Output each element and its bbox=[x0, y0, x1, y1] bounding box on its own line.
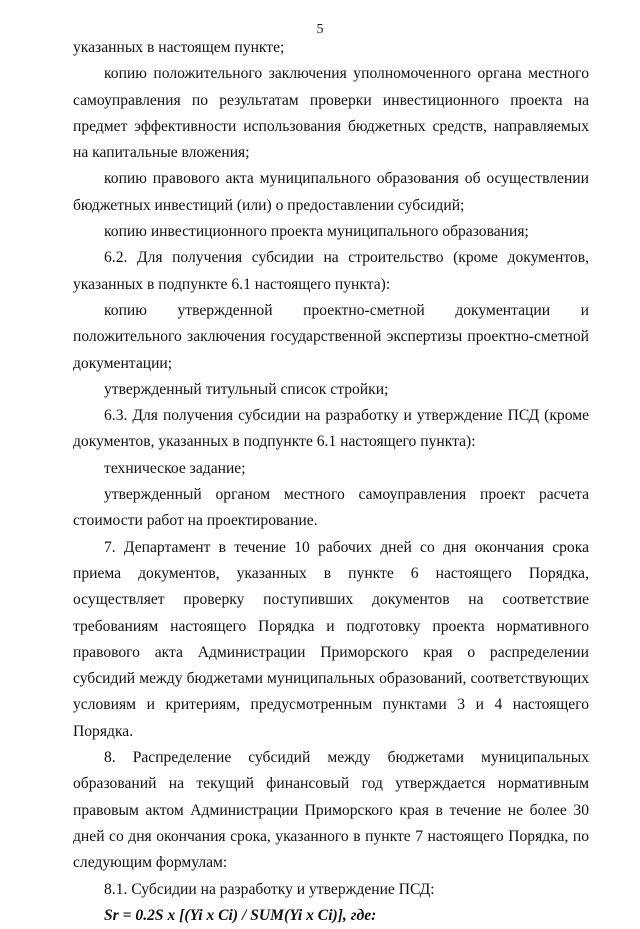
paragraph-legal-act-copy: копию правового акта муниципального образования об осуществлении бюджетных инвестиций (или) о предоставлении субсидий; bbox=[73, 170, 589, 214]
paragraph-continuation: указанных в настоящем пункте; bbox=[73, 39, 285, 56]
paragraph-cost-calculation: утвержденный органом местного самоуправления проект расчета стоимости работ на проектирование. bbox=[73, 486, 589, 530]
paragraph-positive-conclusion-copy: копию положительного заключения уполномоченного органа местного самоуправления по результатам проверки инвестиционного проекта на предмет эффективности использования бюджетных средств, направляемых на капитальные вложения; bbox=[73, 65, 589, 162]
formula-line: Sr = 0.2S x [(Yi x Ci) / SUM(Yi x Ci)], где: bbox=[104, 906, 377, 924]
paragraph-technical-task: техническое задание; bbox=[104, 459, 246, 477]
paragraph-investment-project-copy: копию инвестиционного проекта муниципального образования; bbox=[104, 223, 529, 241]
paragraph-7: 7. Департамент в течение 10 рабочих дней со дня окончания срока приема документов, указанных в пункте 6 настоящего Порядка, осуществляет проверку поступивших документов на соответствие требованиям настоящего Порядка и подготовку проекта нормативного правового акта Администрации Приморского края о распределении субсидий между бюджетами муниципальных образований, соответствующих условиям и критериям, предусмотренным пунктами 3 и 4 настоящего Порядка. bbox=[73, 538, 589, 740]
paragraph-6-2: 6.2. Для получения субсидии на строительство (кроме документов, указанных в подпункте 6.1 настоящего пункта): bbox=[73, 249, 589, 293]
page-number: 5 bbox=[316, 22, 324, 37]
paragraph-6-3: 6.3. Для получения субсидии на разработку и утверждение ПСД (кроме документов, указанных в подпункте 6.1 настоящего пункта): bbox=[73, 407, 589, 451]
paragraph-8-1: 8.1. Субсидии на разработку и утверждение ПСД: bbox=[104, 880, 435, 898]
document-body bbox=[73, 35, 589, 929]
paragraph-design-documentation-copy: копию утвержденной проектно-сметной документации и положительного заключения государственной экспертизы проектно-сметной документации; bbox=[73, 301, 589, 372]
paragraph-title-list: утвержденный титульный список стройки; bbox=[104, 380, 389, 398]
paragraph-8: 8. Распределение субсидий между бюджетами муниципальных образований на текущий финансовый год утверждается нормативным правовым актом Администрации Приморского края в течение не более 30 дней со дня окончания срока, указанного в пункте 7 настоящего Порядка, по следующим формулам: bbox=[73, 749, 589, 872]
